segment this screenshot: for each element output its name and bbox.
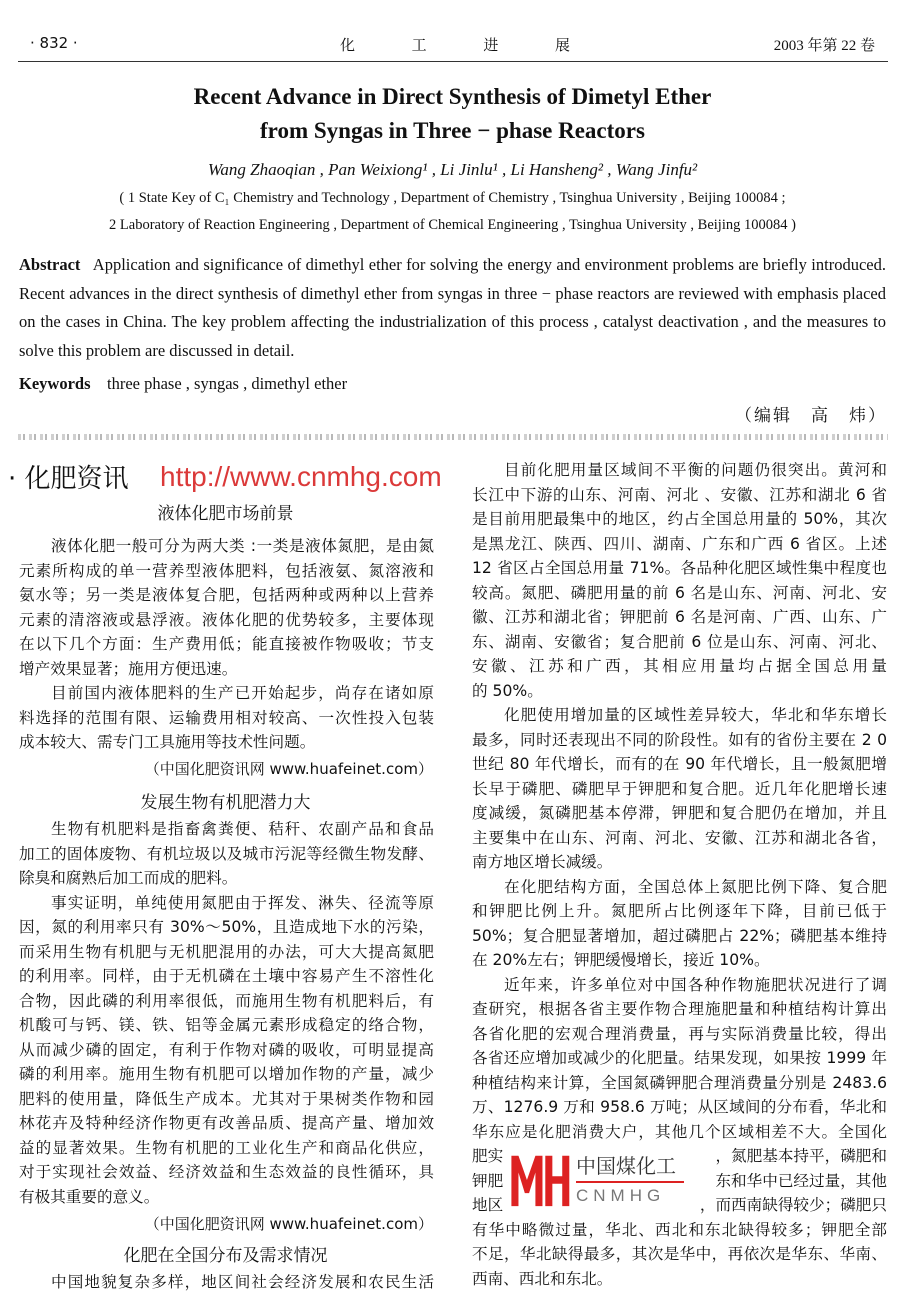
text-fragment: 地区 — [472, 1196, 504, 1214]
text-line: 是目前用肥最集中的地区，约占全国总用量的 50%，其次 — [472, 510, 887, 528]
text-line: 化肥使用增加量的区域性差异较大，华北和华东增长 — [504, 706, 887, 724]
text-line: 事实证明，单纯使用氮肥由于挥发、淋失、径流等原 — [51, 893, 434, 912]
text-line: 和钾肥比例上升。氮肥所占比例逐年下降，目前已低于 — [472, 902, 887, 920]
text-line: 12 省区占全国总用量 71%。各品种化肥区域性集中程度也 — [472, 559, 887, 577]
text-line: 度减缓，氮磷肥基本停滞，钾肥和复合肥仍在增加，并且 — [472, 804, 887, 822]
text-line: 较高。氮肥、磷肥用量的前 6 名是山东、河南、河北、安 — [472, 583, 887, 602]
text-line: 肥料的使用量，降低生产成本。尤其对于果树类作物和园 — [19, 1089, 434, 1108]
journal-char: 进 — [483, 36, 499, 54]
text-line: 不足，华北缺得最多，其次是华中，再依次是华东、华南、 — [472, 1245, 887, 1263]
text-line: 目前国内液体肥料的生产已开始起步，尚存在诸如原 — [51, 684, 434, 702]
text-line: 的 50%。 — [472, 681, 543, 700]
text-line: 中国地貌复杂多样，地区间社会经济发展和农民生活 — [51, 1273, 434, 1291]
text-line: 合物，因此磷的利用率很低，而施用生物有机肥料后，有 — [19, 991, 434, 1010]
text-line: 对于实现社会效益、经济效益和生态效益的良性循环，具 — [19, 1163, 434, 1181]
column-title: · 化肥资讯 — [8, 464, 129, 494]
editor-note: （编辑 高 炜） — [735, 406, 887, 426]
text-line: 长早于磷肥、磷肥早于钾肥和复合肥。近几年化肥增长速 — [472, 779, 887, 798]
text-line: 在 20%左右；钾肥缓慢增长，接近 10%。 — [472, 951, 770, 969]
text-line: 是黑龙江、陕西、四川、湖南、广东和广西 6 省区。上述 — [472, 534, 887, 553]
keywords-label: Keywords — [19, 374, 91, 393]
text-line: 除臭和腐熟后加工而成的肥料。 — [19, 869, 238, 887]
article-body — [19, 534, 434, 755]
text-line: 而采用生物有机肥与无机肥混用的办法，可大大提高氮肥 — [19, 942, 434, 961]
header-rule — [18, 61, 888, 62]
affiliation-1: ( 1 State Key of C₁ Chemistry and Technology , Department of Chemistry , Tsinghua University , Beijing 100084 ; — [119, 190, 786, 206]
text-line: 生物有机肥料是指畜禽粪便、秸秆、农副产品和食品 — [51, 820, 434, 838]
text-line: 世纪 80 年代增长，而有的在 90 年代增长，且一般氮肥增 — [472, 755, 887, 773]
keywords-text: three phase , syngas , dimethyl ether — [107, 374, 348, 393]
text-line: 目前化肥用量区域间不平衡的问题仍很突出。黄河和 — [504, 461, 887, 479]
affiliation-2: 2 Laboratory of Reaction Engineering , Department of Chemical Engineering , Tsinghua University , Beijing 100084 ) — [109, 217, 796, 233]
text-fragment: ，氮肥基本持平，磷肥和 — [715, 1147, 887, 1165]
article-title-line1: Recent Advance in Direct Synthesis of Dimetyl Ether — [193, 84, 712, 109]
article-body — [19, 817, 434, 1209]
text-fragment: 东和华中已经过量，其他 — [715, 1171, 887, 1190]
text-line: 氨水等；另一类是液体复合肥，包括两种或两种以上营养 — [19, 586, 434, 604]
text-line: 近年来，许多单位对中国各种作物施肥状况进行了调 — [504, 975, 887, 994]
authors: Wang Zhaoqian , Pan Weixiong¹ , Li Jinlu¹ , Li Hansheng² , Wang Jinfu² — [207, 160, 698, 179]
text-line: 加工的固体废物、有机垃圾以及城市污泥等经微生物发酵、 — [19, 844, 434, 863]
text-line: 料选择的范围有限、运输费用相对较高、一次性投入包装 — [19, 708, 434, 727]
text-line: 增产效果显著；施用方便迅速。 — [19, 659, 238, 678]
journal-char: 化 — [340, 36, 356, 54]
text-line: 有极其重要的意义。 — [19, 1187, 160, 1206]
article-body — [19, 1270, 434, 1295]
section-title: 化肥在全国分布及需求情况 — [123, 1246, 328, 1266]
text-line: 益的显著效果。生物有机肥的工业化生产和商品化供应， — [19, 1138, 434, 1157]
cnmhg-logo — [510, 1148, 686, 1212]
volume-label: 2003 年第 22 卷 — [773, 38, 875, 54]
text-fragment: 肥实 — [472, 1147, 504, 1165]
article-title-line2: from Syngas in Three − phase Reactors — [260, 118, 645, 143]
text-line: 林花卉及特种经济作物更有改善品质、提高产量、增加效 — [19, 1114, 434, 1132]
text-line: 液体化肥一般可分为两大类 :一类是液体氮肥，是由氮 — [51, 537, 434, 555]
wavy-divider — [18, 434, 888, 440]
text-line: 万、1276.9 万和 958.6 万吨；从区域间的分布看，华北和 — [472, 1098, 887, 1116]
text-line: 东、湖南、安徽省；复合肥前 6 位是山东、河南、河北、 — [472, 632, 887, 651]
logo-rule — [576, 1181, 684, 1183]
text-line: 各省化肥的宏观合理消费量，再与实际消费量比较，得出 — [472, 1024, 887, 1043]
text-line: 的利用率。同样，由于无机磷在土壤中容易产生不溶性化 — [19, 967, 434, 985]
text-line: 有华中略微过量，华北、西北和东北缺得较多；钾肥全部 — [472, 1220, 887, 1239]
page-number: · 832 · — [30, 34, 78, 52]
text-line: 各省还应增加或减少的化肥量。结果发现，如果按 1999 年 — [472, 1049, 887, 1067]
source-credit: （中国化肥资讯网 www.huafeinet.com） — [144, 1215, 433, 1233]
text-line: 查研究，根据各省主要作物合理施肥量和种植结构计算出 — [472, 1000, 887, 1018]
text-line: 从而减少磷的固定，有利于作物对磷的吸收，可明显提高 — [19, 1040, 434, 1059]
text-line: 华东应是化肥消费大户，其他几个区域相差不大。全国化 — [472, 1122, 887, 1141]
text-line: 种植结构来计算，全国氮磷钾肥合理消费量分别是 2483.6 — [472, 1073, 887, 1092]
text-line: 西南、西北和东北。 — [472, 1269, 613, 1288]
text-line: 安徽、江苏和广西，其相应用量均占据全国总用量 — [472, 657, 887, 675]
text-fragment: 钾肥 — [472, 1171, 504, 1190]
text-line: 成本较大、需专门工具施用等技术性问题。 — [19, 733, 316, 751]
journal-char: 工 — [411, 36, 427, 54]
abstract-label: Abstract — [19, 255, 81, 274]
abstract — [19, 251, 886, 365]
text-line: 主要集中在山东、河南、河北、安徽、江苏和湖北各省， — [472, 828, 887, 847]
abstract-text: Application and significance of dimethyl ether for solving the energy and environment problems are briefly introduced. Recent advances in the direct synthesis of dimethyl ether from syngas in three − phase reactors are reviewed with emphasis placed on the cases in China. The key problem affecting the industrialization of this process , catalyst deactivation , and the measures to solve this problem are discussed in detail. — [19, 255, 886, 360]
journal-char: 展 — [554, 36, 570, 54]
text-line: 徽、江苏和湖北省；钾肥前 6 名是河南、广西、山东、广 — [472, 608, 887, 626]
logo-cn-text: 中国煤化工 — [576, 1154, 676, 1178]
keywords — [19, 374, 347, 394]
text-line: 元素所构成的单一营养型液体肥料，包括液氨、氮溶液和 — [19, 561, 434, 580]
text-line: 最多，同时还表现出不同的阶段性。如有的省份主要在 2 0 — [472, 730, 887, 749]
text-line: 因，氮的利用率只有 30%～50%，且造成地下水的污染， — [19, 918, 434, 936]
section-title: 液体化肥市场前景 — [157, 504, 294, 524]
text-line: 元素的清溶液或悬浮液。液体化肥的优势较多，主要体现 — [19, 610, 434, 629]
watermark-url: http://www.cnmhg.com — [160, 461, 442, 492]
text-line: 磷的利用率。施用生物有机肥可以增加作物的产量，减少 — [19, 1065, 434, 1083]
section-title: 发展生物有机肥潜力大 — [140, 793, 311, 813]
mh-logo-icon — [510, 1152, 570, 1208]
text-line: 南方地区增长减缓。 — [472, 853, 613, 871]
text-line: 在化肥结构方面，全国总体上氮肥比例下降、复合肥 — [504, 877, 887, 896]
text-line: 长江中下游的山东、河南、河北 、安徽、江苏和湖北 6 省 — [472, 485, 887, 504]
logo-en-text: CNMHG — [576, 1186, 666, 1205]
text-line: 机酸可与钙、镁、铁、铝等金属元素形成稳定的络合物， — [19, 1016, 434, 1034]
text-line: 在以下几个方面：生产费用低；能直接被作物吸收；节支 — [19, 635, 434, 653]
source-credit: （中国化肥资讯网 www.huafeinet.com） — [144, 760, 433, 778]
text-line: 50%；复合肥显著增加，超过磷肥占 22%；磷肥基本维持 — [472, 926, 887, 945]
journal-name — [340, 34, 570, 55]
text-fragment: ，而西南缺得较少；磷肥只 — [699, 1196, 887, 1214]
